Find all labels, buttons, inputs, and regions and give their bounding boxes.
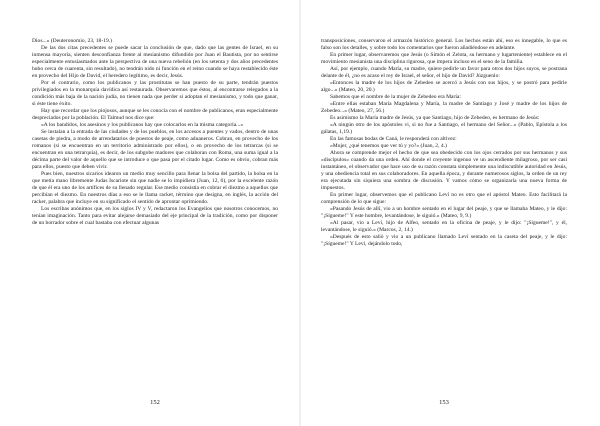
paragraph: Los escribas anónimos que, en los siglos IV y V, redactaron los Evangelios que nosotros conocemos, no tenían imaginación. Tanto para evitar alejarse demasiado del eje principal de la tradición, como por disponer de un borrador sobre el cual bastaba con efectuar algunas (32, 206, 278, 227)
paragraph: Sabemos que el nombre de la mujer de Zebedeo era María: (330, 94, 461, 101)
paragraph: Pues bien, nuestros sicarios idearon un medio muy sencillo para llenar la bolsa del partido, la bolsa en la que metía mano libremente Judas Iscariote sin que nadie se lo impidiera (Juan, 12, 6), por la excelente razón de que él era uno de los artífices de su llenado regular. Ese medio consistía en cobrar el diezmo a aquellos que percibían el diezmo. En nuestros días a eso se le llama racket, término que designa, en inglés, la acción del racker, palabra que incluye en su significado el sentido de aprontar oprimiendo. (32, 171, 278, 206)
block-quote: «Después de esto salió y vio a un publicano llamado Leví sentado en la caseta del peaje, y le dijo: "¡Sígueme!" Y Leví, dejándolo todo, (321, 234, 567, 248)
paragraph: transposiciones, conservaron el armazón histórico general. Los hechos están ahí, eso es innegable, lo que es falso son los detalles, y sobre todo los comentarios que fueron añadiéndose en adelante. (321, 38, 567, 52)
paragraph: En primer lugar, observemos que el publicano Leví no es otro que el apóstol Mateo. Esto facilitará la comprensión de lo que sigue: (321, 192, 567, 206)
paragraph: Por el contrario, como los publicanos y las prostitutas se han puesto de su parte, tendrán puestos privilegiados en la monarquía davídica así restaurada. Observaremos que éstos, al encontrarse relegados a la condición más baja de la nación judía, no tienen nada que perder si adoptan el mesianismo, y todo que ganar, si éste tiene éxito. (32, 80, 278, 108)
block-quote: «Mujer, ¿qué tenemos que ver tú y yo?» (Juan, 2, 4.) (330, 143, 447, 150)
book-gutter (299, 0, 301, 426)
paragraph: Ahora se comprende mejor el hecho de que sea obedecido con los ojos cerrados por sus hermanos y sus «discípulos» cuando da una orden. Ahí donde el creyente ingenuo ve un ascendiente milagroso, por ser casi instantáneo, el observador que hace uso de su razón constata simplemente una indiscutible autoridad en Jesús, y una obediencia total en sus colaboradores. En aquella época, y durante numerosos siglos, la orden de un rey era ejecutada sin siquiera una sombra de discusión. Y vamos cómo se organizaría una nueva forma de impuestos. (321, 150, 567, 192)
block-quote: «A los bandidos, los asesinos y los publicanos hay que colocarlos en la misma categoría...» (41, 122, 244, 129)
paragraph: Se instalan a la entrada de las ciudades y de los pueblos, en los accesos a puentes y vados, dentro de unas casetas de piedra, a modo de arrendatarios de puestos de peaje, como aduaneros. Cobran, en provecho de los romanos (si se encuentran en un territorio administrado por ellos), o en provecho de los tetrarcas (si se encuentran en una tetrarquía), es decir, de los subgobe madores que colaboran con Roma, una suma igual a la décima parte del valor de aquello que se introduce o que pasa por el citado lugar. Como es obvio, cobran más para ellos, puesto que deben vivir. (32, 129, 278, 171)
block-quote: «Entonces la madre de los hijos de Zebedeo se acercó a Jesús con sus hijos, y se postró para pedirle algo...» (Mateo, 20, 20.) (321, 80, 567, 94)
left-page-body (32, 38, 278, 398)
paragraph: Así, por ejemplo, cuando María, su madre, quiere pedirle un favor para otros dos hijos suyos, se postrana delante de él, ¿no es acaso el rey de Israel, el señor, el hijo de David? Júzguenlo: (321, 66, 567, 80)
block-quote: «A ningún otro de los apóstoles vi, si no fue a Santiago, el hermano del Señor...» (Pablo, Epístola a los gálatas, 1,19.) (321, 122, 567, 136)
paragraph: En las famosas bodas de Caná, le responderá con altivez: (330, 136, 457, 143)
paragraph: Es asimismo la María madre de Jesús, ya que Santiago, hijo de Zebedeo, es hermano de Jesús: (330, 115, 540, 122)
block-quote: «Entre ellas estaban María Magdalena y María, la madre de Santiago y José y madre de los hijos de Zebedeo...» (Mateo, 27, 56.) (321, 101, 567, 115)
paragraph: De las dos citas precedentes se puede sacar la conclusión de que, dado que las gentes de Israel, en su inmensa mayoría, sienten desconfianza frente al mesianismo difundido por Juan el Bautista, por no sentirse especialmente entusiasmados ante la perspectiva de una nueva rebelión (en los setenta y dos años precedentes hubo cerca de cuarenta, sin resultado), no tendrán nido ni función en el reino cuando se haya restablecido éste en provecho del Hijo de David, el heredero legítimo, es decir, Jesús. (32, 45, 278, 80)
right-page-body (321, 38, 567, 398)
block-quote: «Pasando Jesús de allí, vio a un hombre sentado en el lugar del peaje, y que se llamaba Mateo, y le dijo: "¡Sígueme!" Y este hombre, levantándose, le siguió.» (Mateo, 9, 9.) (321, 206, 567, 220)
page-number-left: 152 (150, 399, 160, 406)
paragraph: Hay que recordar que los piojosos, aunque se les conocía con el nombre de publicanos, eran especialmente despreciados por la población. El Talmud nos dice que: (32, 108, 278, 122)
paragraph: Dios...» (Deuteronomio, 23, 18-19.) (32, 38, 112, 44)
page-number-right: 153 (439, 399, 449, 406)
paragraph: En primer lugar, observaremos que Jesús (o Simón el Zelota, su hermano y lugarteniente) establece en el movimiento mesianista una disciplina rigurosa, que impera incluso en el seno de la familia. (321, 52, 567, 66)
block-quote: «Al pasar, vio a Leví, hijo de Alfeo, sentado en la oficina de peaje, y le dijo: "¡Sígueme!", y él, levantándose, le siguió.» (Marcos, 2, 14.) (321, 220, 567, 234)
